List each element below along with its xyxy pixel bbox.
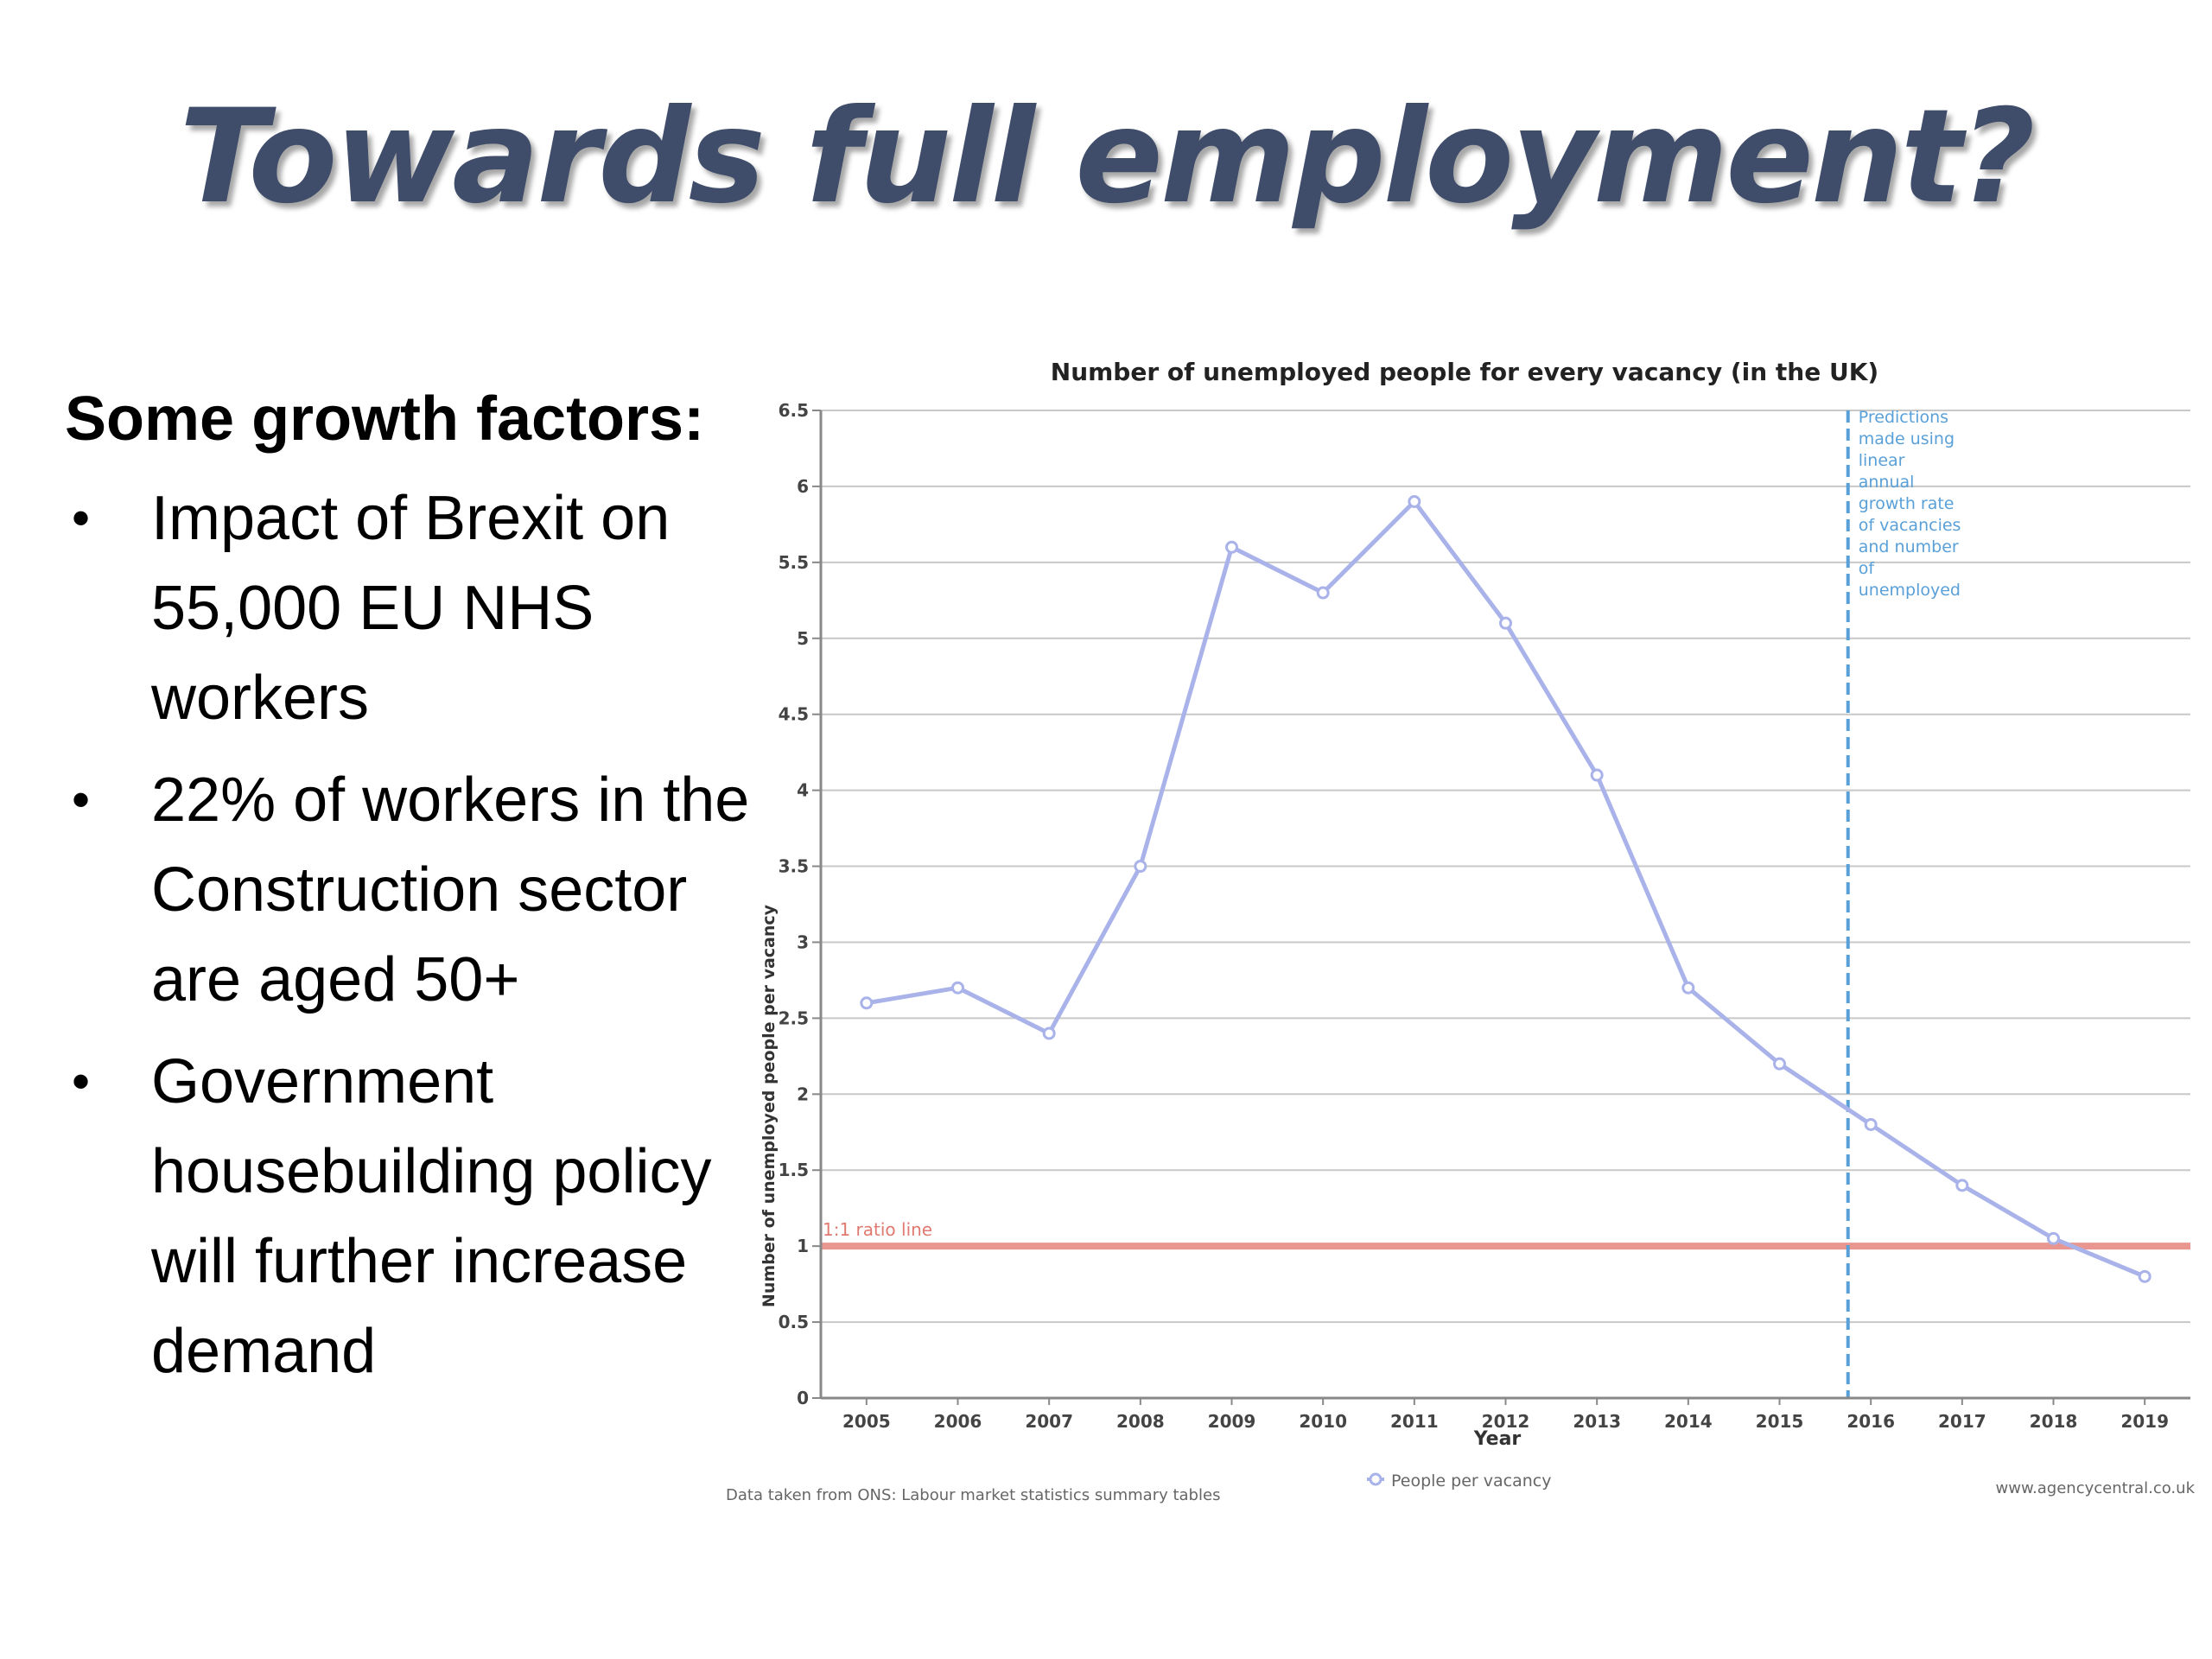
source-note: Data taken from ONS: Labour market statistics summary tables <box>726 1486 1221 1504</box>
y-tick-label: 6 <box>797 475 809 497</box>
unemployment-vacancy-chart <box>726 346 2195 1529</box>
y-tick-label: 2.5 <box>778 1007 809 1029</box>
bullet-text: Government housebuilding policy will further increase demand <box>151 1047 712 1386</box>
prediction-note-line: growth rate <box>1858 494 1955 513</box>
data-point <box>861 998 872 1008</box>
data-point <box>1409 497 1420 507</box>
data-point <box>1318 588 1328 598</box>
bullet-icon: • <box>72 771 91 829</box>
growth-factors-panel <box>65 380 782 1408</box>
data-point <box>1957 1180 1967 1191</box>
y-tick-label: 1.5 <box>778 1160 809 1181</box>
data-point <box>1501 618 1511 628</box>
y-tick-label: 6.5 <box>778 400 809 421</box>
x-tick-label: 2005 <box>842 1411 891 1432</box>
chart-title: Number of unemployed people for every vacancy (in the UK) <box>1050 358 1879 386</box>
prediction-note-line: of vacancies <box>1858 516 1961 535</box>
y-axis-label: Number of unemployed people per vacancy <box>760 904 779 1308</box>
data-point <box>1683 982 1694 993</box>
prediction-note-line: and number <box>1858 537 1959 556</box>
x-tick-label: 2008 <box>1116 1411 1165 1432</box>
prediction-note-line: Predictions <box>1858 408 1949 427</box>
x-tick-label: 2010 <box>1299 1411 1348 1432</box>
slide-title: Towards full employment? <box>179 82 2033 232</box>
x-tick-label: 2009 <box>1207 1411 1256 1432</box>
x-tick-label: 2016 <box>1847 1411 1896 1432</box>
y-tick-label: 1 <box>797 1236 809 1257</box>
data-point <box>1775 1058 1785 1069</box>
prediction-note-line: made using <box>1858 429 1955 448</box>
prediction-note-line: annual <box>1858 473 1915 492</box>
x-tick-label: 2017 <box>1937 1411 1986 1432</box>
y-tick-label: 0.5 <box>778 1312 809 1333</box>
x-tick-label: 2012 <box>1481 1411 1530 1432</box>
x-tick-label: 2014 <box>1663 1411 1713 1432</box>
y-tick-label: 4 <box>797 779 809 801</box>
data-point <box>953 982 963 993</box>
data-point <box>1044 1028 1054 1039</box>
bullet-item <box>65 474 782 743</box>
x-tick-label: 2018 <box>2029 1411 2078 1432</box>
y-tick-label: 2 <box>797 1084 809 1105</box>
bullet-icon: • <box>72 489 91 547</box>
data-point <box>2139 1271 2150 1281</box>
x-tick-label: 2007 <box>1025 1411 1074 1432</box>
y-tick-label: 3.5 <box>778 855 809 877</box>
prediction-note <box>1859 408 1961 600</box>
growth-factors-list <box>65 474 782 1396</box>
bullet-text: 22% of workers in the Construction sector are aged 50+ <box>151 766 750 1014</box>
x-axis-label: Year <box>1473 1428 1522 1450</box>
prediction-note-line: of <box>1858 559 1875 578</box>
y-tick-label: 5.5 <box>778 551 809 573</box>
bullet-item <box>65 1037 782 1396</box>
x-tick-label: 2015 <box>1755 1411 1804 1432</box>
data-point <box>1227 542 1237 552</box>
bullet-text: Impact of Brexit on 55,000 EU NHS workers <box>151 484 671 733</box>
y-tick-label: 4.5 <box>778 703 809 725</box>
y-tick-label: 3 <box>797 931 809 953</box>
legend-marker-icon <box>1370 1474 1381 1484</box>
x-tick-label: 2019 <box>2120 1411 2170 1432</box>
data-point <box>1866 1119 1876 1129</box>
prediction-note-line: linear <box>1858 451 1905 470</box>
prediction-note-line: unemployed <box>1858 581 1961 600</box>
x-tick-label: 2011 <box>1389 1411 1439 1432</box>
site-url: www.agencycentral.co.uk <box>1995 1479 2195 1497</box>
data-point <box>1592 770 1602 780</box>
x-tick-label: 2013 <box>1573 1411 1622 1432</box>
ratio-line-label: 1:1 ratio line <box>823 1219 933 1241</box>
data-point <box>1135 861 1146 872</box>
data-point <box>2049 1233 2059 1243</box>
bullet-item <box>65 755 782 1025</box>
bullet-icon: • <box>72 1052 91 1110</box>
chart-legend <box>1367 1471 1551 1491</box>
y-tick-label: 0 <box>797 1388 809 1408</box>
growth-factors-heading: Some growth factors: <box>65 385 705 454</box>
x-tick-label: 2006 <box>933 1411 982 1432</box>
y-tick-label: 5 <box>797 627 809 649</box>
legend-label: People per vacancy <box>1391 1471 1552 1491</box>
